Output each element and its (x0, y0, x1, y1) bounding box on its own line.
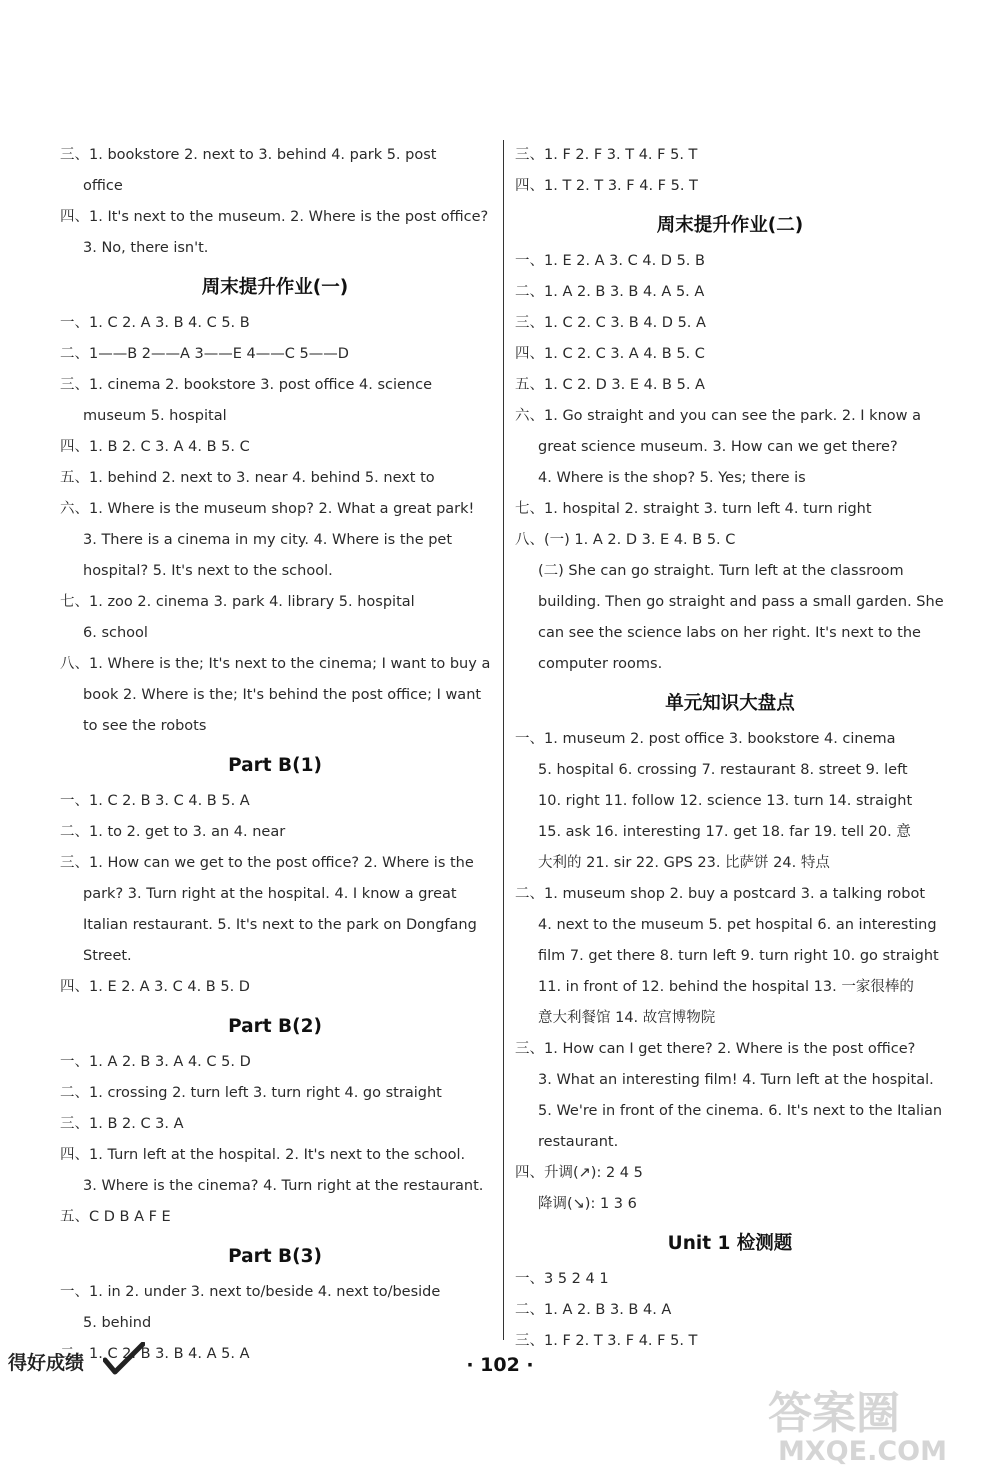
answer-line-continuation: great science museum. 3. How can we get there? (538, 439, 898, 455)
answer-line-continuation: 3. Where is the cinema? 4. Turn right at the restaurant. (83, 1178, 484, 1194)
section-heading: Part B(1) (228, 755, 322, 776)
answer-line-continuation: book 2. Where is the; It's behind the post office; I want (83, 687, 482, 703)
answer-line-continuation: 4. next to the museum 5. pet hospital 6. an interesting (538, 917, 937, 933)
answer-line-continuation: 15. ask 16. interesting 17. get 18. far 19. tell 20. 意 (538, 824, 911, 840)
answer-line-continuation: museum 5. hospital (83, 408, 227, 424)
answer-line: 一、1. in 2. under 3. next to/beside 4. next to/beside (60, 1284, 441, 1300)
section-heading: Part B(2) (228, 1016, 322, 1037)
section-heading: Part B(3) (228, 1246, 322, 1267)
answer-line: 六、1. Go straight and you can see the park. 2. I know a (515, 408, 921, 424)
answer-line: 四、1. Turn left at the hospital. 2. It's next to the school. (60, 1147, 466, 1163)
answer-line: 一、1. C 2. A 3. B 4. C 5. B (60, 315, 250, 331)
answer-line: 三、1. How can I get there? 2. Where is the post office? (515, 1041, 916, 1057)
answer-line-continuation: 3. There is a cinema in my city. 4. Where is the pet (83, 532, 453, 548)
answer-line: 三、1. C 2. C 3. B 4. D 5. A (515, 315, 706, 331)
answer-line: 三、1. cinema 2. bookstore 3. post office 4. science (60, 377, 433, 393)
watermark-logo-text: 答案圈 (768, 1388, 900, 1439)
answer-line: 三、1. How can we get to the post office? 2. Where is the (60, 855, 474, 871)
answer-line-continuation: 降调(↘): 1 3 6 (538, 1196, 637, 1212)
answer-line-continuation: 5. hospital 6. crossing 7. restaurant 8. street 9. left (538, 762, 908, 778)
watermark-url: MXQE.COM (778, 1436, 947, 1465)
section-heading: 单元知识大盘点 (665, 693, 795, 714)
answer-line: 二、1——B 2——A 3——E 4——C 5——D (60, 346, 349, 362)
section-heading: Unit 1 检测题 (667, 1233, 793, 1254)
answer-line: 七、1. zoo 2. cinema 3. park 4. library 5. hospital (60, 594, 415, 610)
answer-line: 二、1. crossing 2. turn left 3. turn right 4. go straight (60, 1085, 442, 1101)
answer-line: 八、1. Where is the; It's next to the cinema; I want to buy a (60, 656, 491, 672)
answer-line-continuation: 3. No, there isn't. (83, 240, 209, 256)
answer-line-continuation: film 7. get there 8. turn left 9. turn right 10. go straight (538, 948, 939, 964)
answer-line: 一、1. museum 2. post office 3. bookstore 4. cinema (515, 731, 896, 747)
answer-line: 三、1. F 2. T 3. F 4. F 5. T (515, 1333, 698, 1349)
right-column (515, 140, 945, 1357)
answer-line-continuation: 6. school (83, 625, 148, 641)
answer-line: 二、1. to 2. get to 3. an 4. near (60, 824, 286, 840)
answer-line-continuation: 3. What an interesting film! 4. Turn left at the hospital. (538, 1072, 934, 1088)
watermark-logo (748, 1380, 993, 1465)
answer-line: 七、1. hospital 2. straight 3. turn left 4. turn right (515, 501, 872, 517)
answer-line-continuation: computer rooms. (538, 656, 663, 672)
section-heading: 周末提升作业(一) (201, 277, 349, 298)
answer-line-continuation: can see the science labs on her right. It's next to the (538, 625, 921, 641)
answer-line-continuation: Street. (83, 948, 132, 964)
answer-line-continuation: 10. right 11. follow 12. science 13. turn 14. straight (538, 793, 913, 809)
column-divider (503, 140, 504, 1340)
answer-line: 四、1. B 2. C 3. A 4. B 5. C (60, 439, 250, 455)
answer-line: 四、1. E 2. A 3. C 4. B 5. D (60, 979, 250, 995)
answer-line: 一、3 5 2 4 1 (515, 1271, 609, 1287)
answer-line: 三、1. bookstore 2. next to 3. behind 4. park 5. post (60, 147, 437, 163)
answer-line: 二、1. A 2. B 3. B 4. A (515, 1302, 672, 1318)
answer-line: 八、(一) 1. A 2. D 3. E 4. B 5. C (515, 532, 736, 548)
answer-line: 四、升调(↗): 2 4 5 (515, 1165, 643, 1181)
answer-line-continuation: hospital? 5. It's next to the school. (83, 563, 333, 579)
answer-line-continuation: Italian restaurant. 5. It's next to the park on Dongfang (83, 917, 477, 933)
answer-line-continuation: 4. Where is the shop? 5. Yes; there is (538, 470, 806, 486)
answer-line-continuation: 11. in front of 12. behind the hospital 13. 一家很棒的 (538, 979, 914, 995)
answer-line: 一、1. A 2. B 3. A 4. C 5. D (60, 1054, 251, 1070)
answer-line: 六、1. Where is the museum shop? 2. What a great park! (60, 501, 475, 517)
answer-line-continuation: 5. behind (83, 1315, 152, 1331)
answer-line: 一、1. E 2. A 3. C 4. D 5. B (515, 253, 705, 269)
answer-line-continuation: 5. We're in front of the cinema. 6. It's next to the Italian (538, 1103, 943, 1119)
left-column (60, 140, 490, 1370)
answer-line: 三、1. F 2. F 3. T 4. F 5. T (515, 147, 698, 163)
answer-line: 五、1. behind 2. next to 3. near 4. behind 5. next to (60, 470, 435, 486)
answer-line: 二、1. A 2. B 3. B 4. A 5. A (515, 284, 705, 300)
answer-line-continuation: building. Then go straight and pass a small garden. She (538, 594, 944, 610)
answer-line: 四、1. T 2. T 3. F 4. F 5. T (515, 178, 698, 194)
section-heading: 周末提升作业(二) (656, 215, 804, 236)
answer-line: 一、1. C 2. B 3. C 4. B 5. A (60, 793, 250, 809)
answer-line-continuation: to see the robots (83, 718, 207, 734)
answer-line: 二、1. museum shop 2. buy a postcard 3. a talking robot (515, 886, 926, 902)
answer-line-continuation: (二) She can go straight. Turn left at the classroom (538, 563, 904, 579)
answer-line: 五、C D B A F E (60, 1209, 171, 1225)
answer-line: 三、1. B 2. C 3. A (60, 1116, 184, 1132)
answer-line: 五、1. C 2. D 3. E 4. B 5. A (515, 377, 705, 393)
answer-line-continuation: park? 3. Turn right at the hospital. 4. I know a great (83, 886, 457, 902)
answer-line: 四、1. C 2. C 3. A 4. B 5. C (515, 346, 705, 362)
answer-line-continuation: 大利的 21. sir 22. GPS 23. 比萨饼 24. 特点 (538, 855, 830, 871)
page-number: · 102 · (466, 1354, 534, 1376)
answer-line-continuation: office (83, 178, 123, 194)
answer-line: 二、1. C 2. B 3. B 4. A 5. A (60, 1346, 250, 1362)
brand-text: 得好成绩 (8, 1352, 85, 1374)
answer-line: 四、1. It's next to the museum. 2. Where is the post office? (60, 209, 489, 225)
answer-line-continuation: restaurant. (538, 1134, 619, 1150)
answer-line-continuation: 意大利餐馆 14. 故宫博物院 (538, 1010, 716, 1026)
